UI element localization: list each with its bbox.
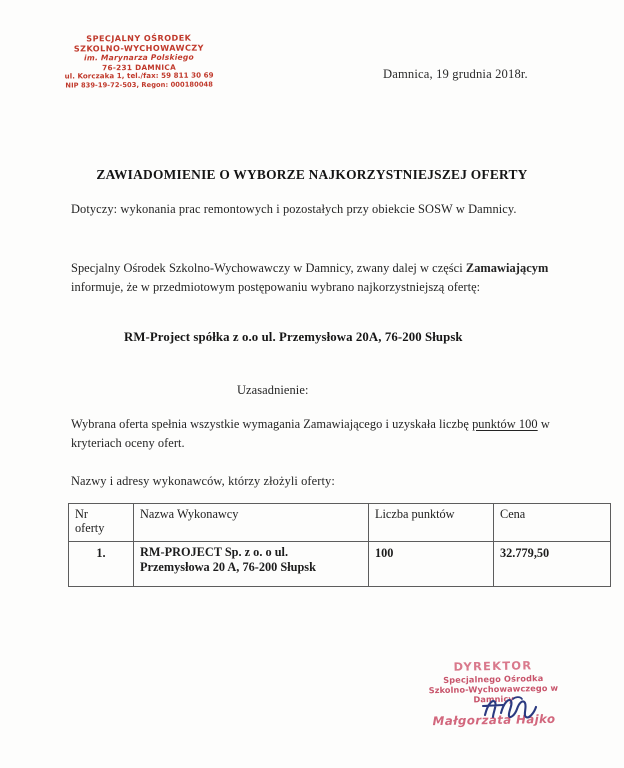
offers-table-head [69, 504, 611, 542]
header-points: Liczba punktów [369, 504, 494, 542]
cell-price: 32.779,50 [494, 542, 611, 587]
document-date: Damnica, 19 grudnia 2018r. [383, 67, 528, 81]
header-price: Cena [494, 504, 611, 542]
justification-paragraph [71, 415, 556, 453]
table-header-row [69, 504, 611, 542]
header-offer-number-line-1: Nr [75, 507, 88, 521]
table-row [69, 542, 611, 587]
intro-paragraph [71, 259, 549, 297]
bidders-list-intro: Nazwy i adresy wykonawców, którzy złożyli oferty: [71, 474, 335, 488]
justification-part-2: w kryteriach oceny ofert. [71, 417, 550, 451]
justification-heading: Uzasadnienie: [237, 383, 309, 397]
selected-bidder-line: RM-Project spółka z o.o ul. Przemysłowa 20A, 76-200 Słupsk [124, 330, 463, 344]
signature-org-line-2: Szkolno-Wychowawczego w Damnicy [428, 682, 559, 705]
offers-table [68, 503, 611, 587]
letterhead-line-6: NIP 839-19-72-503, Regon: 000180048 [65, 80, 213, 90]
letterhead-line-5: ul. Korczaka 1, tel./fax: 59 811 30 69 [64, 70, 214, 81]
intro-bold-term: Zamawiającym [465, 261, 549, 275]
cell-contractor-name [134, 542, 369, 587]
cell-offer-number: 1. [69, 542, 134, 587]
letterhead-line-4: 76-231 DAMNICA [102, 62, 177, 73]
signature-org-line-1: Specjalnego Ośrodka [443, 673, 544, 685]
subject-line: Dotyczy: wykonania prac remontowych i pozostałych przy obiekcie SOSW w Damnicy. [71, 202, 517, 216]
header-offer-number [69, 504, 134, 542]
offers-table-body [69, 542, 611, 587]
letterhead-stamp [44, 32, 234, 90]
intro-text-part-2: informuje, że w przedmiotowym postępowaniu wybrano najkorzystniejszą ofertę: [71, 279, 481, 294]
document-title: ZAWIADOMIENIE O WYBORZE NAJKORZYSTNIEJSZEJ OFERTY [96, 167, 528, 182]
letterhead-line-2: SZKOLNO-WYCHOWAWCZY [73, 42, 205, 54]
cell-points: 100 [369, 542, 494, 587]
cell-contractor-name-line-2: Przemysłowa 20 A, 76-200 Słupsk [140, 560, 316, 575]
intro-text-part-1: Specjalny Ośrodek Szkolno-Wychowawczy w Damnicy, zwany dalej w części [71, 261, 466, 275]
signature-title: DYREKTOR [453, 658, 533, 674]
letterhead-line-3: im. Marynarza Polskiego [84, 52, 194, 63]
justification-part-1: Wybrana oferta spełnia wszystkie wymagania Zamawiającego i uzyskała liczbę [71, 417, 473, 431]
header-contractor-name: Nazwa Wykonawcy [134, 504, 369, 542]
director-signature-stamp [410, 657, 576, 728]
cell-contractor-name-line-1: RM-PROJECT Sp. z o. o ul. [140, 545, 289, 559]
header-offer-number-line-2: oferty [75, 521, 105, 536]
justification-points-underlined: punktów 100 [472, 417, 538, 431]
signature-name: Małgorzata Hajko [432, 711, 556, 729]
letterhead-line-1: SPECJALNY OŚRODEK [86, 32, 192, 44]
